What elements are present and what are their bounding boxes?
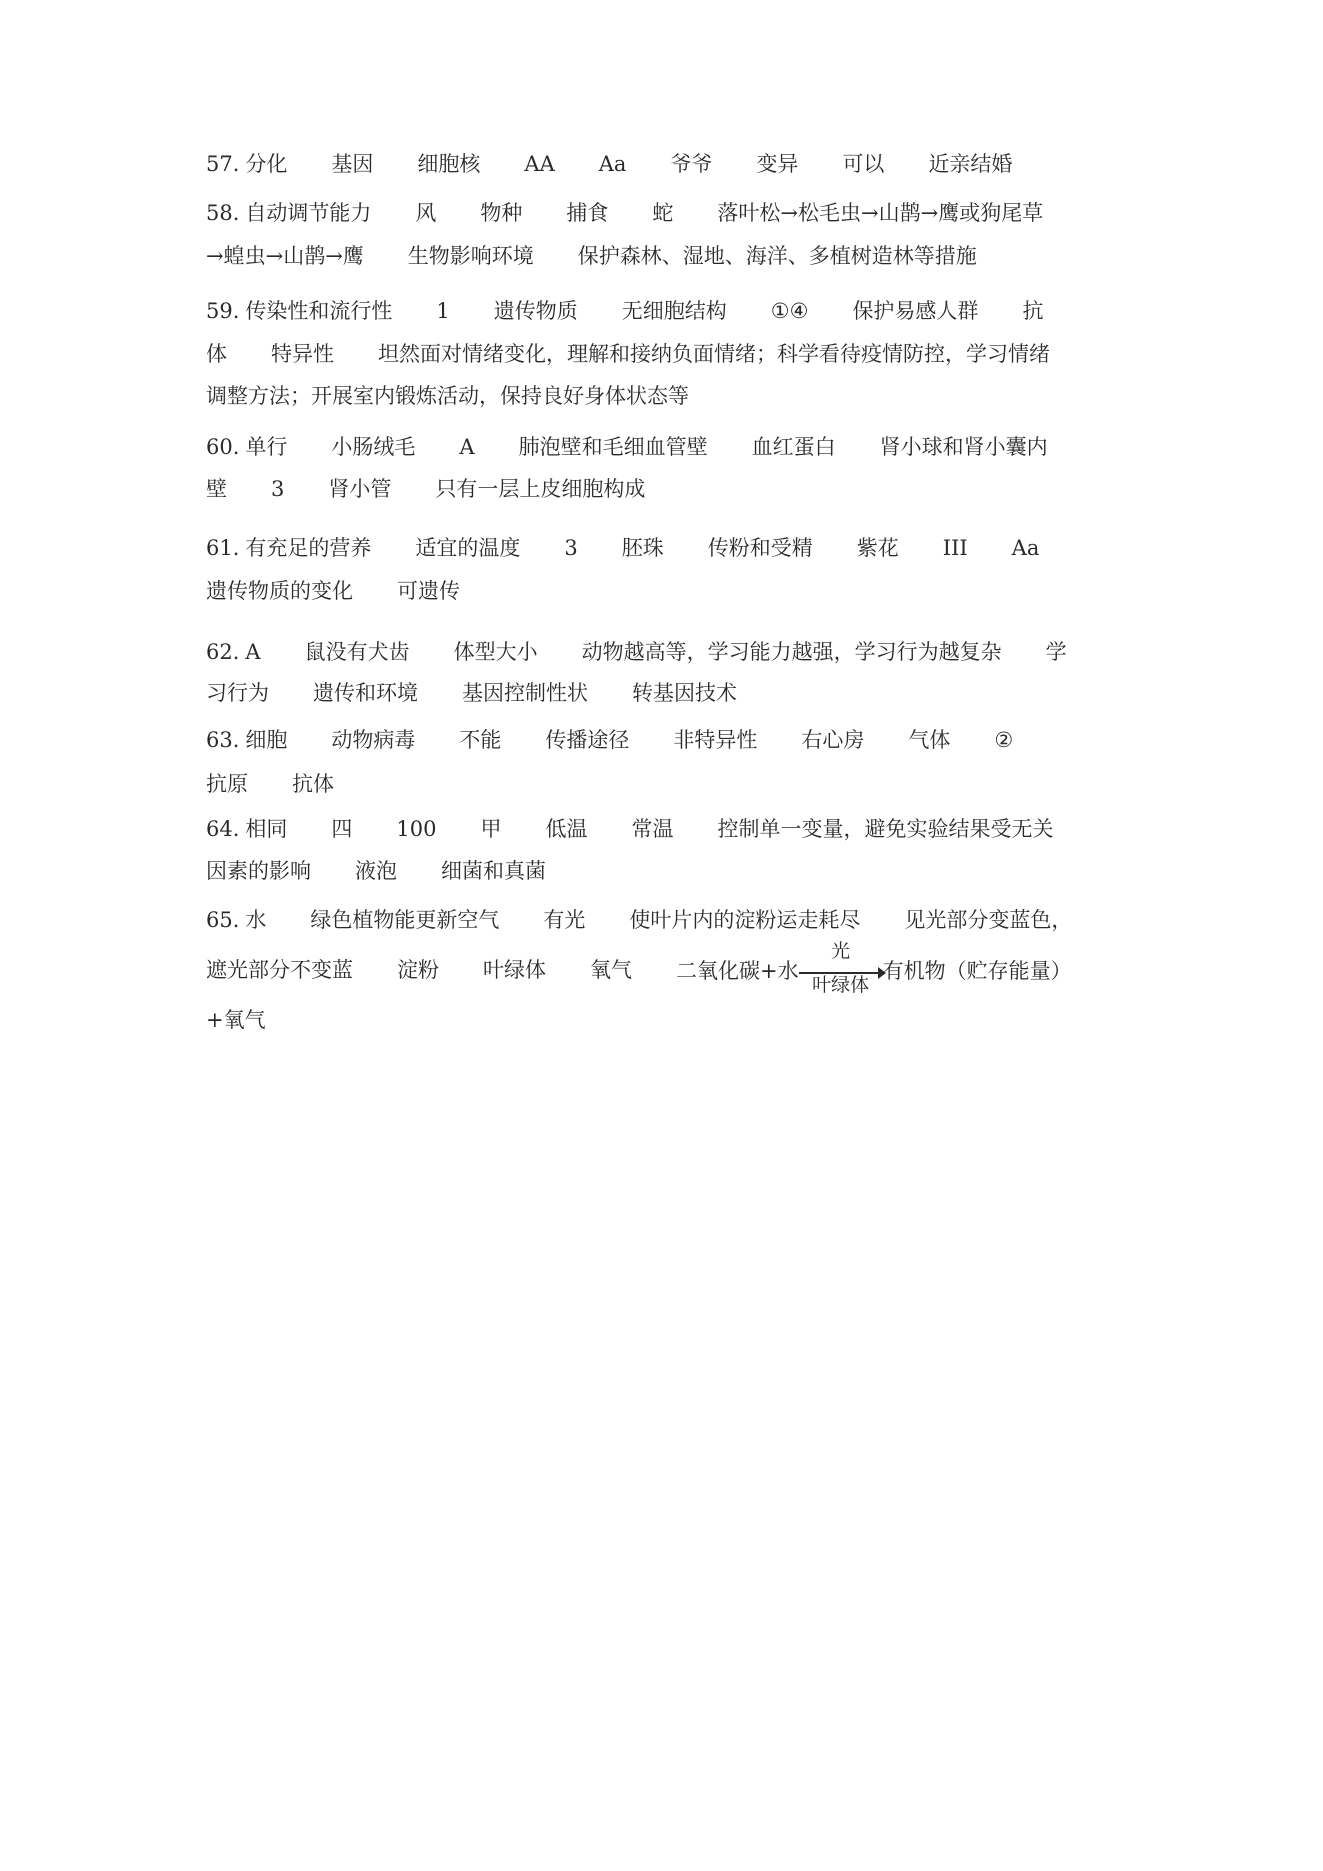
answer-item: 遗传物质的变化 [206,579,353,603]
answer-item: →蝗虫→山鹊→鹰 [206,244,364,268]
answer-item: +氧气 [206,1008,266,1032]
answer-item: 紫花 [856,536,899,560]
answer-item: 捕食 [566,201,609,225]
question-number: 65. [206,908,240,932]
answer-item: 抗原 [206,772,248,796]
answer-item: 不能 [459,728,502,752]
photosynthesis-equation [676,940,1072,997]
answer-item: 100 [396,817,437,841]
answer-item: 特异性 [271,342,334,366]
answer-item: 落叶松→松毛虫→山鹊→鹰或狗尾草 [717,201,1044,225]
answer-item: ①④ [770,299,809,323]
answer-item: 使叶片内的淀粉运走耗尽 [629,908,861,932]
answer-60-line-1 [206,432,1048,462]
answer-item: 甲 [480,817,502,841]
answer-58-line-2 [206,241,977,271]
question-number: 57. [206,152,240,176]
answer-item: 学 [1045,640,1067,664]
answer-item: 叶绿体 [483,958,546,982]
answer-item: 传播途径 [545,728,630,752]
answer-item: 壁 [206,477,227,501]
answer-item: 近亲结婚 [928,152,1013,176]
answer-64-line-1 [206,814,1054,844]
answer-65-line-1 [206,905,1072,935]
answer-item: 保护森林、湿地、海洋、多植树造林等措施 [577,244,977,268]
answer-item: 相同 [245,817,288,841]
answer-item: 淀粉 [397,958,439,982]
question-number: 64. [206,817,240,841]
answer-item: 保护易感人群 [852,299,979,323]
answer-item: 坦然面对情绪变化，理解和接纳负面情绪；科学看待疫情防控，学习情绪 [378,342,1050,366]
answer-item: 低温 [545,817,588,841]
reaction-arrow [799,940,883,997]
answer-65-line-3 [206,1005,266,1035]
answer-59-line-3 [206,381,689,411]
answer-61-line-2 [206,576,460,606]
answer-item: 爷爷 [670,152,713,176]
answer-62-line-1 [206,637,1067,667]
answer-59-line-2 [206,339,1050,369]
answer-item: 习行为 [206,681,269,705]
answer-item: 分化 [245,152,288,176]
answer-item: 遮光部分不变蓝 [206,958,353,982]
answer-item: 鼠没有犬齿 [304,640,410,664]
answer-63-line-2 [206,769,334,799]
answer-item: 可遗传 [397,579,460,603]
answer-item: 3 [564,536,578,560]
answer-57-line-1 [206,149,1012,179]
answer-item: 基因 [331,152,374,176]
question-number: 58. [206,201,240,225]
answer-item: 风 [415,201,437,225]
answer-item: 因素的影响 [206,859,311,883]
question-number: 62. [206,640,240,664]
answer-item: 变异 [756,152,799,176]
arrow-condition-bottom: 叶绿体 [812,974,870,997]
question-number: 61. [206,536,240,560]
answer-63-line-1 [206,725,1013,755]
answer-item: 生物影响环境 [407,244,534,268]
answer-item: 无细胞结构 [621,299,727,323]
answer-item: 遗传和环境 [313,681,418,705]
answer-item: Aa [1011,536,1040,560]
answer-item: 物种 [480,201,523,225]
answer-item: 血红蛋白 [751,435,836,459]
answer-item: 适宜的温度 [415,536,521,560]
answer-item: 动物病毒 [331,728,416,752]
answer-item: 液泡 [355,859,397,883]
answer-item: 细胞 [245,728,288,752]
answer-item: 有充足的营养 [245,536,372,560]
answer-item: 自动调节能力 [245,201,372,225]
answer-item: 1 [436,299,450,323]
answer-item: 肺泡壁和毛细血管壁 [518,435,708,459]
answer-item: 绿色植物能更新空气 [310,908,500,932]
answer-item: 遗传物质 [493,299,578,323]
answer-60-line-2 [206,474,645,504]
answer-item: 见光部分变蓝色， [904,908,1073,932]
answer-item: 基因控制性状 [462,681,588,705]
answer-65-line-2 [206,940,1072,997]
arrow-condition-top: 光 [831,940,851,963]
answer-item: A [245,640,261,664]
answer-item: 小肠绒毛 [331,435,416,459]
answer-62-line-2 [206,678,737,708]
answer-item: 抗体 [292,772,334,796]
answer-item: 细菌和真菌 [441,859,546,883]
answer-64-line-2 [206,856,546,886]
answer-item: 转基因技术 [632,681,737,705]
answer-item: ② [994,728,1014,752]
answer-item: 氧气 [590,958,632,982]
answer-item: 右心房 [801,728,865,752]
answer-item: 调整方法；开展室内锻炼活动，保持良好身体状态等 [206,384,689,408]
answer-item: 四 [331,817,353,841]
answer-item: 体型大小 [453,640,538,664]
answer-item: 传染性和流行性 [245,299,393,323]
answer-item: 肾小球和肾小囊内 [879,435,1048,459]
answer-item: 控制单一变量，避免实验结果受无关 [717,817,1054,841]
answer-item: 气体 [908,728,951,752]
answer-item: 可以 [842,152,885,176]
question-number: 59. [206,299,240,323]
answer-item: Aa [598,152,627,176]
answer-item: 传粉和受精 [707,536,813,560]
answer-item: 细胞核 [417,152,481,176]
answer-item: 水 [245,908,267,932]
answer-58-line-1 [206,198,1043,228]
answer-item: 单行 [245,435,288,459]
answer-item: III [942,536,968,560]
answer-item: 有光 [543,908,586,932]
answer-item: 3 [271,477,285,501]
answer-59-line-1 [206,296,1043,326]
answer-item: 体 [206,342,227,366]
equation-products: 有机物（贮存能量） [882,958,1072,983]
answer-item: 蛇 [652,201,674,225]
answer-item: 胚珠 [621,536,664,560]
answer-item: 常温 [631,817,674,841]
equation-reactants: 二氧化碳+水 [676,958,799,983]
answer-item: 抗 [1022,299,1044,323]
answer-item: 肾小管 [328,477,392,501]
question-number: 60. [206,435,240,459]
answer-item: 非特异性 [673,728,758,752]
answer-item: AA [524,152,555,176]
answer-item: 只有一层上皮细胞构成 [435,477,646,501]
question-number: 63. [206,728,240,752]
answer-item: 动物越高等，学习能力越强，学习行为越复杂 [581,640,1002,664]
answer-item: A [459,435,475,459]
answer-61-line-1 [206,533,1039,563]
